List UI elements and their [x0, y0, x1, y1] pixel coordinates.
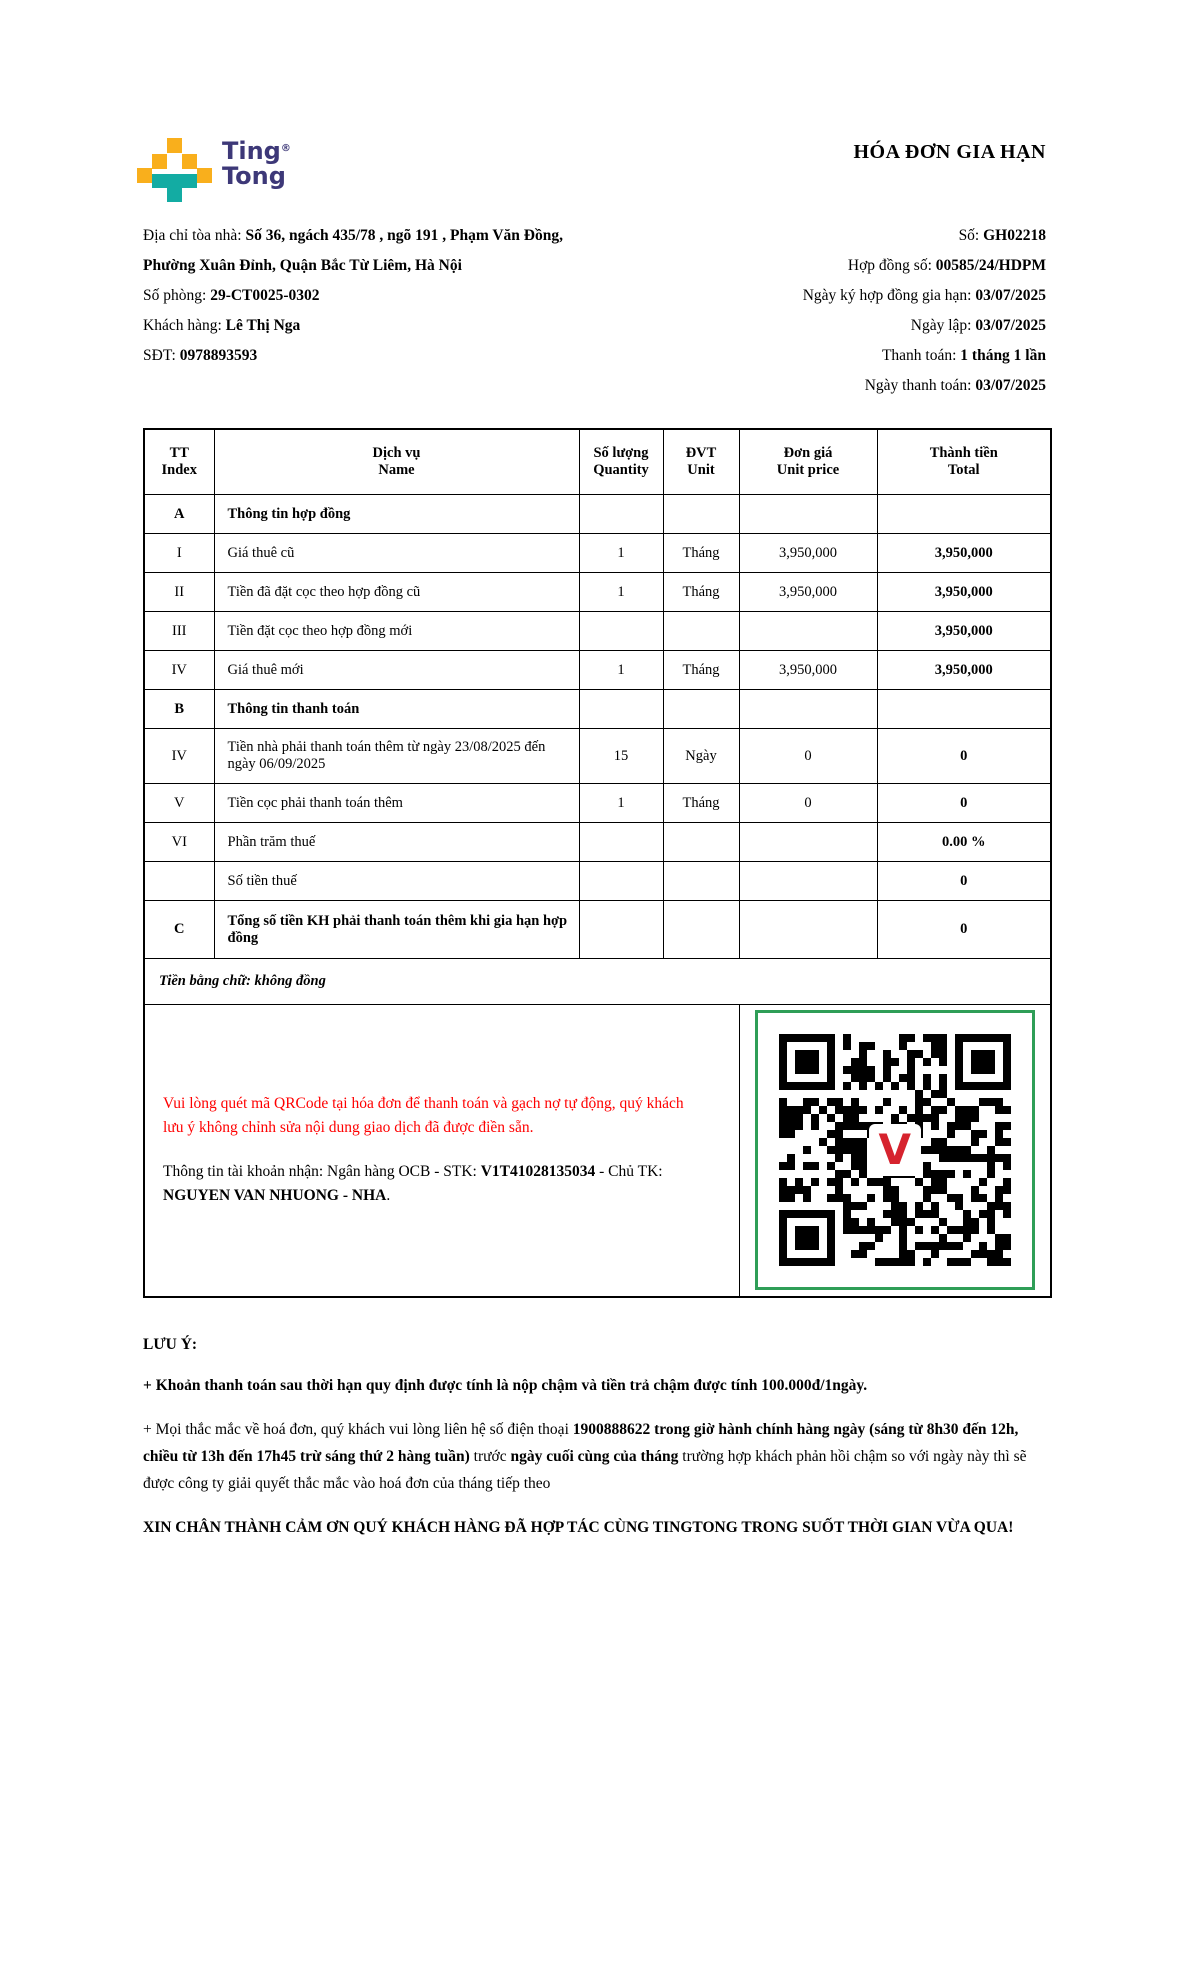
quantity: 1 [579, 534, 663, 573]
unit-price: 0 [739, 729, 877, 784]
tingtong-logo-icon [137, 138, 217, 206]
service-name: Tiền đặt cọc theo hợp đồng mới [214, 612, 579, 651]
tax-percent: 0.00 % [877, 823, 1051, 862]
customer-phone: SĐT: 0978893593 [143, 347, 258, 364]
row-index: V [144, 784, 214, 823]
service-name: Giá thuê cũ [214, 534, 579, 573]
unit-price: 3,950,000 [739, 573, 877, 612]
late-payment-note: + Khoản thanh toán sau thời hạn quy định được tính là nộp chậm và tiền trả chậm được tính 100.000đ/1ngày. [143, 1377, 868, 1394]
service-name: Tổng số tiền KH phải thanh toán thêm khi gia hạn hợp đồng [214, 901, 579, 959]
total: 3,950,000 [877, 612, 1051, 651]
page-title: HÓA ĐƠN GIA HẠN [853, 141, 1046, 163]
unit-price: 0 [739, 784, 877, 823]
row-index: III [144, 612, 214, 651]
col-quantity: Số lượng Quantity [579, 429, 663, 495]
table-row [144, 729, 1051, 784]
account-holder: NGUYEN VAN NHUONG - NHA [163, 1187, 387, 1205]
contact-note: + Mọi thắc mắc về hoá đơn, quý khách vui lòng liên hệ số điện thoại 1900888622 trong giờ hành chính hàng ngày (sáng từ 8h30 đến 12h, chiều từ 13h đến 17h45 trừ sáng thứ 2 hàng tuần) trước ngày cuối cùng của tháng trường hợp khách phản hồi chậm so với ngày này thì sẽ được công ty giải quyết thắc mắc vào hoá đơn của tháng tiếp theo [143, 1421, 1027, 1492]
invoice-number: Số: GH02218 [958, 227, 1046, 244]
invoice-table [143, 428, 1052, 1298]
notes-heading: LƯU Ý: [143, 1336, 198, 1353]
customer-info [143, 221, 563, 401]
qr-cell [739, 1005, 1051, 1297]
quantity [579, 612, 663, 651]
unit: Tháng [663, 651, 739, 690]
service-name: Thông tin thanh toán [214, 690, 579, 729]
renewal-sign-date: Ngày ký hợp đồng gia hạn: 03/07/2025 [802, 287, 1046, 304]
unit-price: 3,950,000 [739, 534, 877, 573]
table-row [144, 612, 1051, 651]
payment-date: Ngày thanh toán: 03/07/2025 [864, 377, 1046, 394]
header-info [143, 221, 1046, 401]
total: 0 [877, 729, 1051, 784]
total: 3,950,000 [877, 651, 1051, 690]
row-index: I [144, 534, 214, 573]
room-number: Số phòng: 29-CT0025-0302 [143, 287, 320, 304]
tingtong-logo [137, 138, 457, 208]
total: 3,950,000 [877, 534, 1051, 573]
issue-date: Ngày lập: 03/07/2025 [910, 317, 1046, 334]
service-name: Phần trăm thuế [214, 823, 579, 862]
col-index: TT Index [144, 429, 214, 495]
quantity: 1 [579, 784, 663, 823]
customer-name: Khách hàng: Lê Thị Nga [143, 317, 301, 334]
bank-account-info: Thông tin tài khoản nhận: Ngân hàng OCB - STK: V1T41028135034 - Chủ TK: NGUYEN VAN NHUONG - NHA. [163, 1163, 663, 1205]
service-name: Tiền cọc phải thanh toán thêm [214, 784, 579, 823]
table-row [144, 534, 1051, 573]
total: 0 [877, 784, 1051, 823]
service-name: Tiền đã đặt cọc theo hợp đồng cũ [214, 573, 579, 612]
service-name: Giá thuê mới [214, 651, 579, 690]
row-index: IV [144, 729, 214, 784]
registered-mark: ® [280, 143, 291, 154]
unit: Tháng [663, 534, 739, 573]
tax-amount: 0 [877, 862, 1051, 901]
table-row [144, 573, 1051, 612]
invoice-meta [803, 221, 1046, 401]
quantity: 1 [579, 651, 663, 690]
col-name: Dịch vụ Name [214, 429, 579, 495]
payment-cycle: Thanh toán: 1 tháng 1 lần [881, 347, 1046, 364]
unit: Tháng [663, 573, 739, 612]
table-row [144, 823, 1051, 862]
payment-row [144, 1005, 1051, 1297]
total: 3,950,000 [877, 573, 1051, 612]
quantity: 15 [579, 729, 663, 784]
contract-number: Hợp đồng số: 00585/24/HDPM [847, 257, 1046, 274]
notes-section [143, 1336, 1050, 1558]
grand-total: 0 [877, 901, 1051, 959]
unit: Ngày [663, 729, 739, 784]
row-index [144, 862, 214, 901]
qr-frame [755, 1010, 1035, 1290]
table-row-section-a [144, 495, 1051, 534]
table-row [144, 862, 1051, 901]
col-total: Thành tiền Total [877, 429, 1051, 495]
building-address-line2: Phường Xuân Đỉnh, Quận Bắc Từ Liêm, Hà Nội [143, 257, 462, 274]
table-row [144, 651, 1051, 690]
service-name: Số tiền thuế [214, 862, 579, 901]
table-row-section-b [144, 690, 1051, 729]
row-index: IV [144, 651, 214, 690]
service-name: Thông tin hợp đồng [214, 495, 579, 534]
row-index: A [144, 495, 214, 534]
col-unit: ĐVT Unit [663, 429, 739, 495]
table-row [144, 784, 1051, 823]
service-name: Tiền nhà phải thanh toán thêm từ ngày 23/08/2025 đến ngày 06/09/2025 [214, 729, 579, 784]
unit [663, 612, 739, 651]
amount-in-words-row [144, 959, 1051, 1005]
row-index: II [144, 573, 214, 612]
row-index: C [144, 901, 214, 959]
table-header-row [144, 429, 1051, 495]
vietqr-logo: V [869, 1124, 921, 1176]
unit-price [739, 612, 877, 651]
unit-price: 3,950,000 [739, 651, 877, 690]
thank-you-note: XIN CHÂN THÀNH CẢM ƠN QUÝ KHÁCH HÀNG ĐÃ HỢP TÁC CÙNG TINGTONG TRONG SUỐT THỜI GIAN VỪA QUA! [143, 1519, 1014, 1536]
amount-in-words: Tiền bằng chữ: không đồng [144, 959, 1051, 1005]
col-unit-price: Đơn giá Unit price [739, 429, 877, 495]
tingtong-logo-text: Ting® Tong [222, 137, 291, 190]
quantity: 1 [579, 573, 663, 612]
unit: Tháng [663, 784, 739, 823]
payment-instructions [144, 1005, 739, 1297]
row-index: B [144, 690, 214, 729]
row-index: VI [144, 823, 214, 862]
building-address-line1: Địa chỉ tòa nhà: Số 36, ngách 435/78 , ngõ 191 , Phạm Văn Đồng, [143, 227, 563, 244]
table-row-section-c [144, 901, 1051, 959]
account-number: V1T41028135034 [480, 1163, 596, 1181]
qr-warning-text: Vui lòng quét mã QRCode tại hóa đơn để thanh toán và gạch nợ tự động, quý khách lưu ý không chỉnh sửa nội dung giao dịch đã được điền sẵn. [163, 1095, 684, 1137]
